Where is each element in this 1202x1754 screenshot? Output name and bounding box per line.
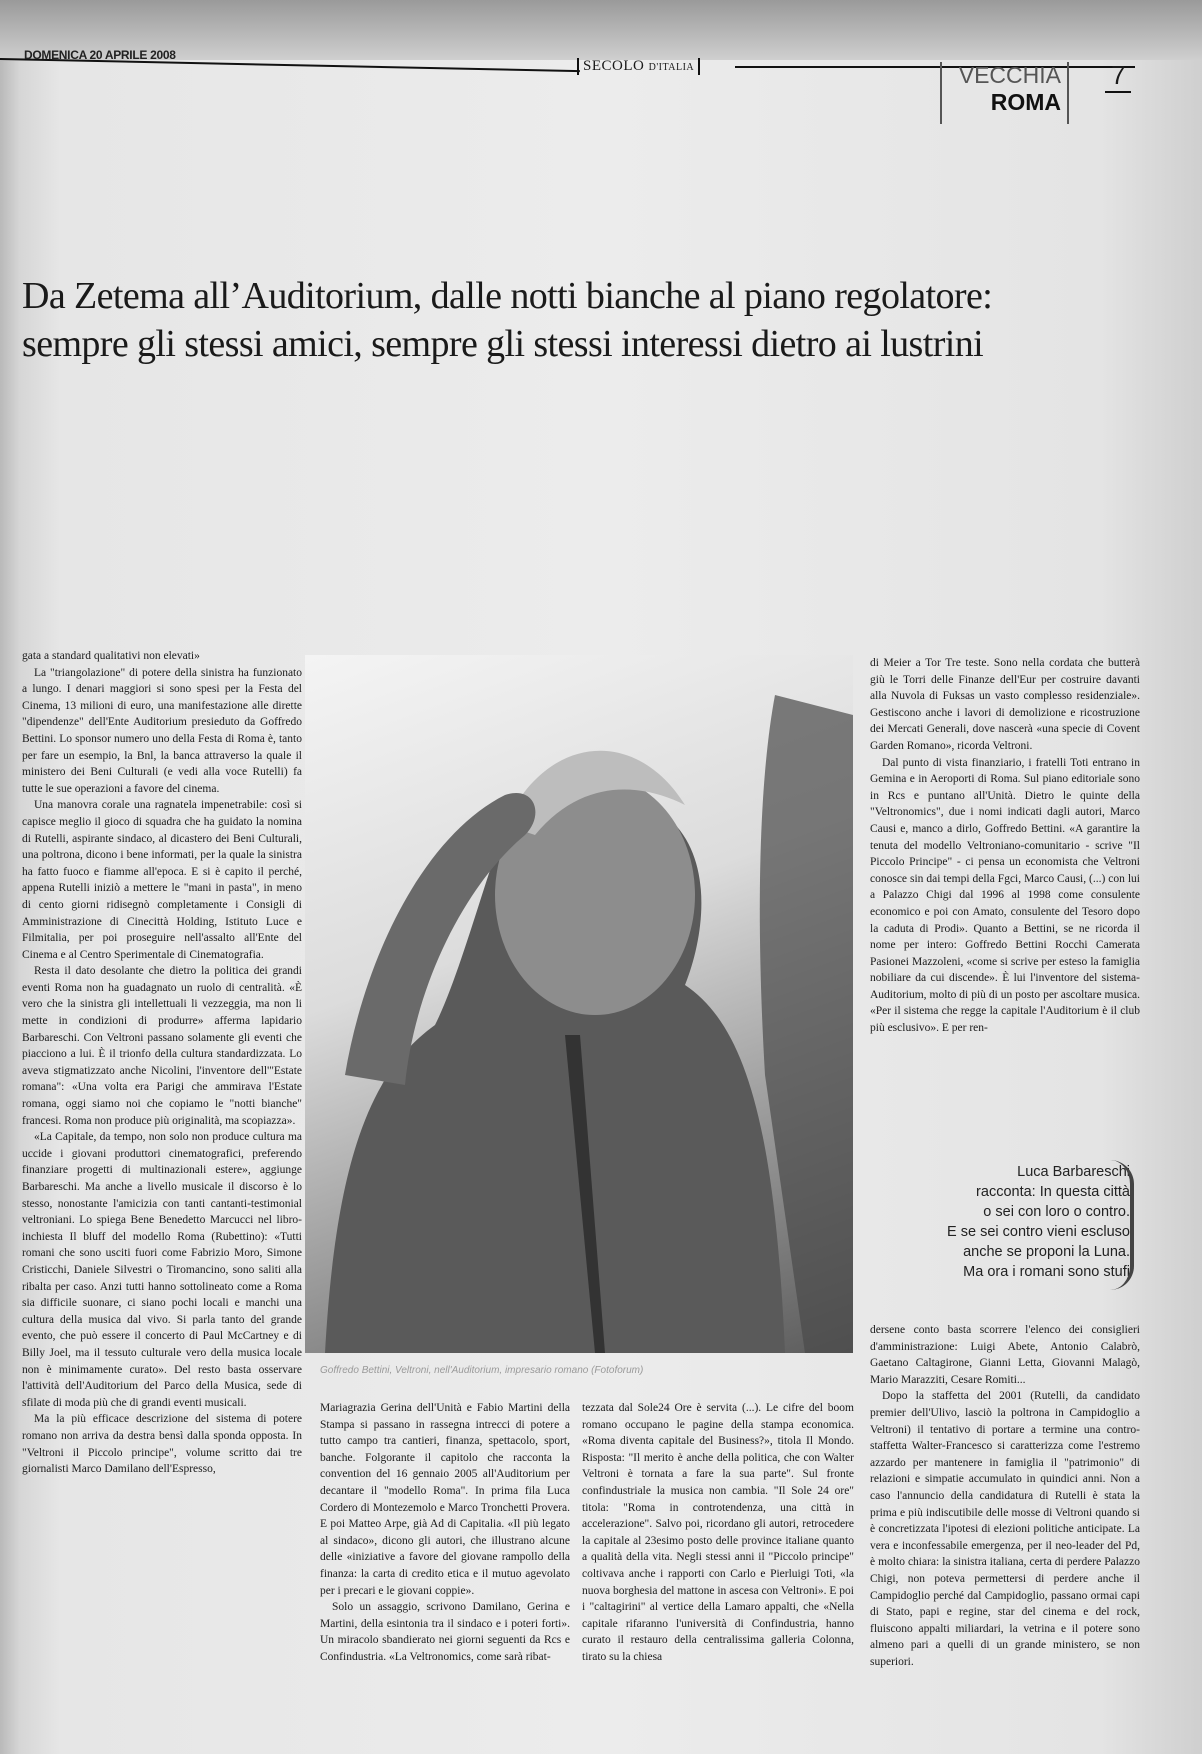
pull-quote-line: E se sei contro vieni escluso [947,1224,1130,1240]
column-4-top [870,655,1140,1135]
column-1 [22,648,302,1744]
page-number: 7 [1105,60,1131,93]
pull-quote-line: Ma ora i romani sono stufi [963,1264,1130,1280]
page-top-shadow [0,0,1202,60]
pull-quote-bracket [1110,1160,1134,1290]
paragraph: Dopo la staffetta del 2001 (Rutelli, da candidato premier dell'Ulivo, lasciò la poltrona in Campidoglio a Veltroni) il tentativo di portare a termine una contro-staffetta Walter-Francesco si caratterizza come l'estremo azzardo per mantenere in famiglia il "patrimonio" di relazioni e simpatie accumulato in quindici anni. Non a caso l'annuncio della candidatura di Rutelli è stata la prima e più indiscutibile delle mosse di Veltroni quando si è concretizzata l'ipotesi di elezioni politiche anticipate. La vera e inconfessabile emergenza, per il neo-leader del Pd, è molto chiara: la sinistra italiana, certa di perdere Palazzo Chigi, non poteva permettersi di perdere anche il Campidoglio perché dal Campidoglio, passano ormai capi di Stato, papi e regine, star del cinema e del rock, fluiscono appalti miliardari, la vetrina e il potere sono almeno pari a quelli di un grande ministero, se non superiori. [870,1390,1140,1668]
photo-caption: Goffredo Bettini, Veltroni, nell'Auditorium, impresario romano (Fotoforum) [320,1365,644,1376]
paragraph: Una manovra corale una ragnatela impenetrabile: così si capisce meglio il gioco di squadra che ha guidato la nomina di Rutelli, aspirante sindaco, al dicastero dei Beni Culturali, una poltrona, dicono i bene informati, per la quale la sinistra ha fatto fuoco e fiamme all'epoca. E si è capito il perché, appena Rutelli iniziò a mettere le "mani in pasta", in meno di cento giorni ridisegnò completamente i Consigli di Amministrazione di Cinecittà Holding, Istituto Luce e Filmitalia, per poi proseguire nell'assalto all'Ente del Cinema e al Centro Sperimentale di Cinematografia. [22,799,302,961]
paragraph: gata a standard qualitativi non elevati» [22,650,200,662]
article-photo [305,655,853,1353]
issue-date: DOMENICA 20 APRILE 2008 [24,48,176,62]
header-rule-right [735,66,1135,68]
paragraph: Dal punto di vista finanziario, i fratelli Toti entrano in Gemina e in Aeroporti di Roma. Sul piano editoriale sono in Rcs e puntano all'Unità. Dietro le quinte della "Veltronomics", due i nomi indicati dagli autori, Marco Causi e, manco a dirlo, Goffredo Bettini. «A garantire la tenuta del modello Veltroniano-comunitario - scrive "Il Piccolo Principe" - ci pensa un economista che Veltroni conosce sin dai tempi della Fgci, Marco Causi, (...) con lui a Palazzo Chigi dal 1996 al 1998 come consulente economico e poi con Amato, consulente del Tesoro dopo la caduta di Prodi». Quanto a Bettini, se ne ricorda il nome per intero: Goffredo Bettini Rocchi Camerata Pasionei Mazzoleni, «come si scrive per esteso la famiglia nobiliare da cui discende». È lui l'inventore del sistema-Auditorium, molto di più di un posto per ascoltare musica. «Per il sistema che regge la capitale l'Auditorium è il club più esclusivo». E per ren- [870,756,1140,1035]
pull-quote-line: Luca Barbareschi [1017,1164,1130,1180]
man-portrait-image [305,655,853,1353]
paragraph: «La Capitale, da tempo, non solo non produce cultura ma uccide i giovani produttori cinematografici, preferendo finanziare progetti di multinazionali estere», aggiunge Barbareschi. Ma anche a livello musicale il discorso è lo stesso, nonostante l'amicizia con tanti cantanti-testimonial veltroniani. Lo spiega Bene Benedetto Marcucci nel libro-inchiesta Il bluff del modello Roma (Rubettino): «Tutti romani che sono usciti fuori come Fabrizio Moro, Simone Cristicchi, Daniele Silvestri o Tiromancino, sono saliti alla ribalta per caso. Anzi tutti hanno sottolineato come a Roma sia difficile suonare, ci siano pochi locali e manchi una cultura della musica dal vivo. Si parla tanto del grande evento, che può essere il concerto di Paul McCartney e di Billy Joel, ma il tessuto culturale vero della musica locale non è minimamente curato». Del resto basta osservare l'attività dell'Auditorium del Parco della Musica, sede di sfilate di moda più che di grandi eventi musicali. [22,1131,302,1409]
column-3 [582,1400,854,1745]
paragraph: tezzata dal Sole24 Ore è servita (...). Le cifre del boom romano occupano le pagine della stampa economica. «Roma diventa capitale del Business?», titola Il Mondo. Risposta: "Il merito è anche della politica, che con Walter Veltroni è tornata a fare la sua parte". Sul fronte confindustriale la musica non cambia. "Il Sole 24 ore" titola: "Roma in controtendenza, una città in accelerazione". Salvo poi, ricordano gli autori, retrocedere la capitale al 23esimo posto delle province italiane quanto a qualità della vita. Negli stessi anni il "Piccolo principe" coltivava anche i rapporti con Carlo e Pierluigi Toti, «la nuova borghesia del mattone in ascesa con Veltroni». E poi i "caltagirini" al vertice della Lamaro appalti, che «Nella capitale rifaranno l'università di Confindustria, hanno curato il restauro della centralissima galleria Colonna, tirato su la chiesa [582,1402,854,1663]
pull-quote-line: anche se proponi la Luna. [963,1244,1130,1260]
masthead [577,58,700,75]
pull-quote [880,1162,1130,1282]
paragraph: Resta il dato desolante che dietro la politica dei grandi eventi Roma non ha guadagnato un ruolo di centralità. «È vero che la sinistra gli intellettuali li vezzeggia, ma non li mette in condizioni di produrre» afferma lapidario Barbareschi. Con Veltroni passano solamente gli eventi che piacciono a lui. È il trionfo della cultura standardizzata. Lo aveva stigmatizzato anche Nicolini, l'inventore dell'"Estate romana": «Una volta era Parigi che ammirava l'Estate romana, oggi siamo noi che copiamo le "notti bianche" francesi. Roma non produce più originalità, ma scopiazza». [22,965,302,1127]
pull-quote-line: o sei con loro o contro. [983,1204,1130,1220]
paragraph: dersene conto basta scorrere l'elenco dei consiglieri d'amministrazione: Luigi Abete, Antonio Calabrò, Gaetano Caltagirone, Gianni Letta, Giovanni Malagò, Mario Marazziti, Cesare Romiti... [870,1324,1140,1386]
headline-line-2: sempre gli stessi amici, sempre gli stessi interessi dietro ai lustrini [22,323,984,365]
masthead-name: SECOLO [583,58,645,74]
section-label-top: VECCHIA [958,62,1061,88]
section-label [940,62,1069,124]
headline [22,272,1142,368]
column-4-bottom [870,1322,1140,1747]
paragraph: Solo un assaggio, scrivono Damilano, Gerina e Martini, della esintonia tra il sindaco e i poteri forti». Un miracolo sbandierato nei giorni seguenti da Rcs e Confindustria. «La Veltronomics, come sarà ribat- [320,1601,570,1663]
paragraph: Mariagrazia Gerina dell'Unità e Fabio Martini della Stampa si passano in rassegna intrecci di potere a tutto campo tra cantieri, finanza, spettacolo, sport, banche. Folgorante il capitolo che racconta la convention del 16 gennaio 2005 all'Auditorium per decantare il "modello Roma". In prima fila Luca Cordero di Montezemolo e Marco Tronchetti Provera. E poi Matteo Arpe, già Ad di Capitalia. «Il più legato al sindaco», dicono gli autori, che illustrano alcune delle «iniziative a favore del giovane rampollo della finanza: la carta di credito etica e il mutuo agevolato per i precari e le giovani coppie». [320,1402,570,1597]
column-2 [320,1400,570,1745]
masthead-suffix: D'ITALIA [648,62,695,73]
paragraph: di Meier a Tor Tre teste. Sono nella cordata che butterà giù le Torri delle Finanze dell'Eur per costruire davanti alla Nuvola di Fuksas un vasto complesso residenziale». Gestiscono anche i lavori di demolizione e ricostruzione dei Mercati Generali, dove nascerà «una specie di Covent Garden Romano», ricorda Veltroni. [870,657,1140,752]
headline-line-1: Da Zetema all’Auditorium, dalle notti bianche al piano regolatore: [22,275,993,317]
paragraph: Ma la più efficace descrizione del sistema di potere romano non arriva da destra bensì dalla sponda opposta. In "Veltroni il Piccolo principe", volume scritto dai tre giornalisti Marco Damilano dell'Espresso, [22,1413,302,1476]
paragraph: La "triangolazione" di potere della sinistra ha funzionato a lungo. I denari maggiori si sono spesi per la Festa del Cinema, 13 milioni di euro, una manifestazione alle dirette "dipendenze" dell'Ente Auditorium presieduto da Goffredo Bettini. Lo sponsor numero uno della Festa di Roma è, tanto per fare un esempio, la Bnl, la banca attraverso la quale il ministero dei Beni Culturali (e vedi alla voce Rutelli) fa tutte le sue operazioni a favore del cinema. [22,666,302,795]
pull-quote-line: racconta: In questa città [976,1184,1130,1200]
section-label-bottom: ROMA [990,89,1061,115]
